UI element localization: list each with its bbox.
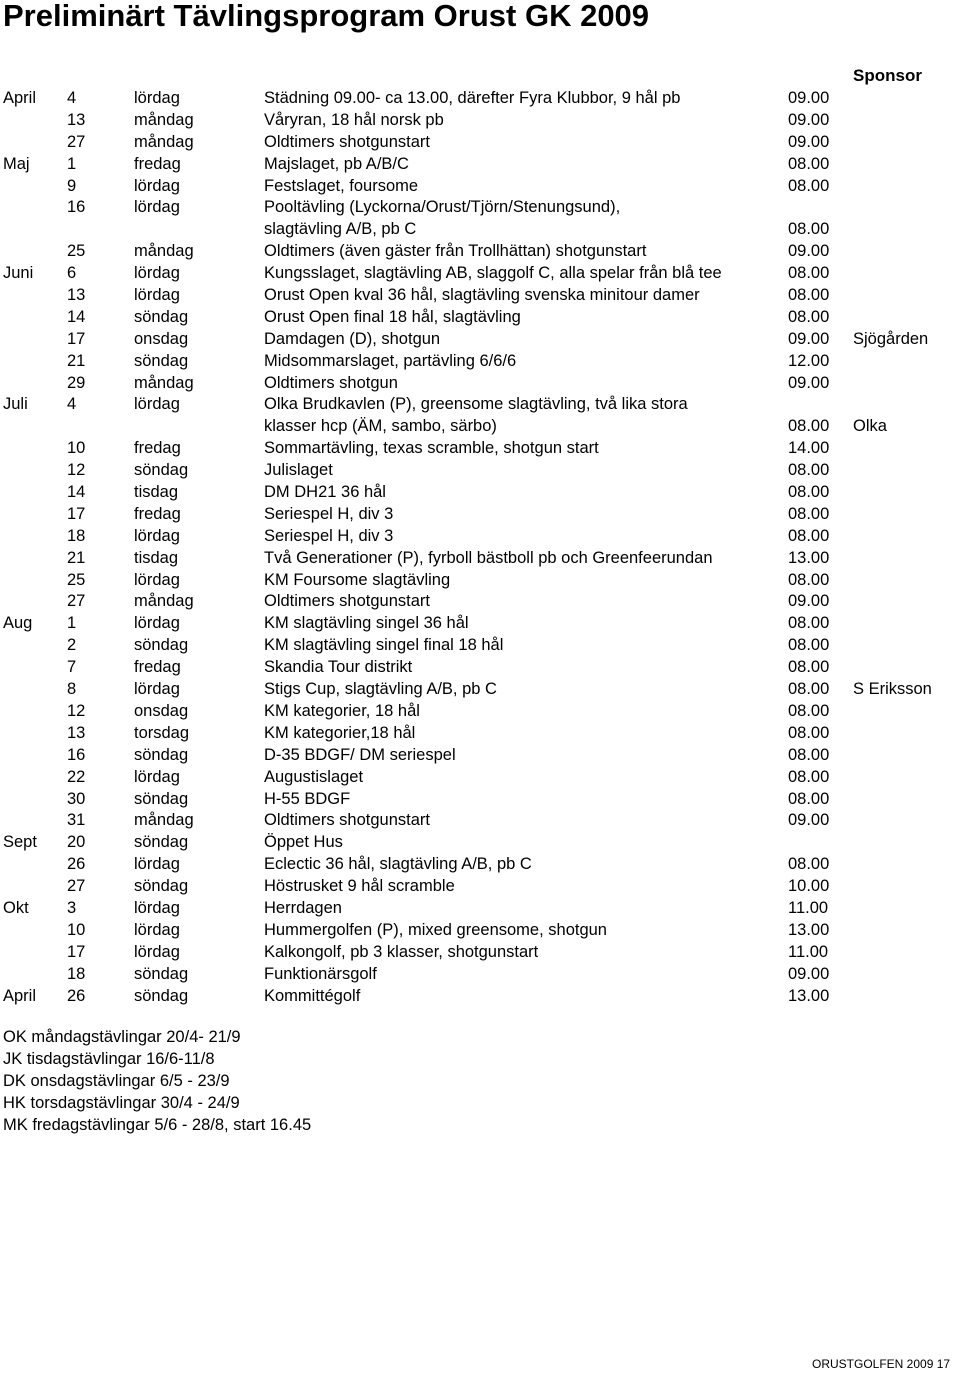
row-event: Sommartävling, texas scramble, shotgun start [264, 439, 599, 458]
row-time: 08.00 [788, 701, 830, 720]
row-event: Oldtimers shotgunstart [264, 811, 430, 830]
note-line: DK onsdagstävlingar 6/5 - 23/9 [3, 1072, 230, 1090]
row-time: 08.00 [788, 723, 830, 742]
row-sponsor: Olka [853, 417, 887, 436]
row-time: 11.00 [788, 942, 829, 961]
row-event: Herrdagen [264, 898, 342, 917]
note-line: HK torsdagstävlingar 30/4 - 24/9 [3, 1094, 240, 1112]
note-line: JK tisdagstävlingar 16/6-11/8 [3, 1050, 215, 1068]
row-weekday: söndag [134, 986, 189, 1005]
row-day: 9 [67, 176, 77, 195]
row-time: 09.00 [788, 592, 830, 611]
row-weekday: söndag [134, 636, 189, 655]
row-event: KM kategorier,18 hål [264, 723, 416, 742]
row-day: 2 [67, 636, 77, 655]
row-time: 08.00 [788, 658, 830, 677]
row-sponsor: Sjögården [853, 329, 929, 348]
row-weekday: söndag [134, 461, 189, 480]
row-weekday: lördag [134, 920, 180, 939]
table-row [0, 219, 960, 241]
row-time: 08.00 [788, 526, 830, 545]
table-row [0, 373, 960, 395]
table-row [0, 810, 960, 832]
row-weekday: lördag [134, 570, 180, 589]
row-day: 1 [67, 154, 77, 173]
row-day: 31 [67, 811, 86, 830]
row-event: Öppet Hus [264, 833, 343, 852]
row-month: Juni [3, 264, 34, 283]
row-day: 29 [67, 373, 86, 392]
row-day: 17 [67, 504, 86, 523]
table-row [0, 110, 960, 132]
table-row [0, 679, 960, 701]
table-row [0, 986, 960, 1008]
table-row [0, 548, 960, 570]
row-day: 18 [67, 526, 86, 545]
row-event: Orust Open kval 36 hål, slagtävling svenska minitour damer [264, 286, 700, 305]
row-event: KM Foursome slagtävling [264, 570, 451, 589]
row-weekday: söndag [134, 745, 189, 764]
row-event: Hummergolfen (P), mixed greensome, shotgun [264, 920, 607, 939]
row-day: 13 [67, 286, 86, 305]
row-event: klasser hcp (ÄM, sambo, särbo) [264, 417, 497, 436]
row-sponsor: S Eriksson [853, 680, 932, 699]
table-row [0, 394, 960, 416]
row-month: Sept [3, 833, 37, 852]
row-event: Pooltävling (Lyckorna/Orust/Tjörn/Stenungsund), [264, 198, 621, 217]
row-event: Eclectic 36 hål, slagtävling A/B, pb C [264, 855, 532, 874]
table-row [0, 723, 960, 745]
table-row [0, 416, 960, 438]
row-time: 13.00 [788, 920, 830, 939]
table-row [0, 920, 960, 942]
row-time: 08.00 [788, 264, 830, 283]
table-row [0, 745, 960, 767]
table-row [0, 767, 960, 789]
table-row [0, 263, 960, 285]
row-weekday: lördag [134, 898, 180, 917]
row-month: April [3, 986, 37, 1005]
row-day: 4 [67, 89, 77, 107]
table-row [0, 176, 960, 198]
row-day: 8 [67, 680, 77, 699]
table-row [0, 197, 960, 219]
row-weekday: söndag [134, 307, 189, 326]
row-time: 08.00 [788, 636, 830, 655]
row-time: 08.00 [788, 680, 830, 699]
row-weekday: lördag [134, 942, 180, 961]
row-weekday: lördag [134, 526, 180, 545]
page-title: Preliminärt Tävlingsprogram Orust GK 2009 [3, 0, 650, 33]
row-day: 6 [67, 264, 77, 283]
row-time: 09.00 [788, 811, 830, 830]
row-time: 13.00 [788, 548, 830, 567]
row-event: Oldtimers shotgunstart [264, 132, 430, 151]
row-day: 17 [67, 329, 86, 348]
row-weekday: fredag [134, 504, 181, 523]
row-event: Damdagen (D), shotgun [264, 329, 441, 348]
table-row [0, 88, 960, 110]
row-time: 12.00 [788, 351, 830, 370]
row-event: Skandia Tour distrikt [264, 658, 413, 677]
table-row [0, 285, 960, 307]
row-weekday: söndag [134, 351, 189, 370]
row-time: 08.00 [788, 570, 830, 589]
row-time: 08.00 [788, 483, 830, 502]
row-time: 14.00 [788, 439, 830, 458]
row-time: 08.00 [788, 307, 830, 326]
row-event: DM DH21 36 hål [264, 483, 386, 502]
page-footer: ORUSTGOLFEN 2009 17 [812, 1357, 951, 1371]
row-weekday: söndag [134, 964, 189, 983]
table-row [0, 329, 960, 351]
row-day: 20 [67, 833, 86, 852]
row-weekday: tisdag [134, 483, 179, 502]
notes-list [3, 1026, 311, 1136]
row-day: 13 [67, 110, 86, 129]
table-row [0, 132, 960, 154]
table-row [0, 504, 960, 526]
row-day: 26 [67, 855, 86, 874]
row-weekday: söndag [134, 789, 189, 808]
table-row [0, 154, 960, 176]
row-weekday: söndag [134, 833, 189, 852]
row-time: 08.00 [788, 855, 830, 874]
row-weekday: söndag [134, 877, 189, 896]
row-event: Julislaget [264, 461, 333, 480]
row-time: 09.00 [788, 89, 830, 107]
row-event: H-55 BDGF [264, 789, 351, 808]
note-line: OK måndagstävlingar 20/4- 21/9 [3, 1028, 241, 1046]
row-event: Kungsslaget, slagtävling AB, slaggolf C, alla spelar från blå tee [264, 264, 722, 283]
row-day: 1 [67, 614, 77, 633]
row-event: Oldtimers (även gäster från Trollhättan) shotgunstart [264, 242, 647, 261]
table-row [0, 635, 960, 657]
row-event: KM slagtävling singel 36 hål [264, 614, 469, 633]
row-time: 09.00 [788, 242, 830, 261]
row-time: 08.00 [788, 286, 830, 305]
row-time: 11.00 [788, 898, 829, 917]
row-event: D-35 BDGF/ DM seriespel [264, 745, 456, 764]
row-event: Midsommarslaget, partävling 6/6/6 [264, 351, 517, 370]
row-time: 08.00 [788, 745, 830, 764]
row-weekday: måndag [134, 592, 194, 611]
table-row [0, 657, 960, 679]
row-weekday: lördag [134, 89, 180, 107]
row-event: Oldtimers shotgun [264, 373, 398, 392]
row-event: Kommittégolf [264, 986, 361, 1005]
row-weekday: torsdag [134, 723, 190, 742]
row-event: KM slagtävling singel final 18 hål [264, 636, 504, 655]
row-time: 13.00 [788, 986, 830, 1005]
row-day: 10 [67, 920, 86, 939]
row-event: Majslaget, pb A/B/C [264, 154, 409, 173]
row-day: 30 [67, 789, 86, 808]
row-event: Oldtimers shotgunstart [264, 592, 430, 611]
row-time: 08.00 [788, 614, 830, 633]
row-weekday: fredag [134, 658, 181, 677]
row-weekday: lördag [134, 614, 180, 633]
table-row [0, 526, 960, 548]
row-event: Våryran, 18 hål norsk pb [264, 110, 444, 129]
table-row [0, 241, 960, 263]
row-day: 16 [67, 198, 86, 217]
table-row [0, 854, 960, 876]
row-event: KM kategorier, 18 hål [264, 701, 420, 720]
table-row [0, 460, 960, 482]
row-day: 16 [67, 745, 86, 764]
table-row [0, 964, 960, 986]
table-row [0, 898, 960, 920]
table-row [0, 307, 960, 329]
row-day: 27 [67, 592, 86, 611]
row-time: 09.00 [788, 110, 830, 129]
row-event: slagtävling A/B, pb C [264, 220, 417, 239]
row-day: 12 [67, 461, 86, 480]
row-event: Orust Open final 18 hål, slagtävling [264, 307, 521, 326]
row-time: 08.00 [788, 767, 830, 786]
row-day: 21 [67, 548, 86, 567]
row-day: 27 [67, 877, 86, 896]
row-weekday: lördag [134, 286, 180, 305]
table-row [0, 701, 960, 723]
table-row [0, 613, 960, 635]
row-weekday: lördag [134, 855, 180, 874]
note-line: MK fredagstävlingar 5/6 - 28/8, start 16.45 [3, 1116, 312, 1134]
row-event: Olka Brudkavlen (P), greensome slagtävling, två lika stora [264, 395, 688, 414]
row-event: Augustislaget [264, 767, 364, 786]
row-weekday: måndag [134, 132, 194, 151]
row-event: Funktionärsgolf [264, 964, 377, 983]
row-day: 10 [67, 439, 86, 458]
row-weekday: fredag [134, 439, 181, 458]
sponsor-column-header: Sponsor [853, 66, 922, 85]
row-time: 08.00 [788, 461, 830, 480]
row-weekday: måndag [134, 242, 194, 261]
row-day: 27 [67, 132, 86, 151]
row-weekday: måndag [134, 110, 194, 129]
row-day: 26 [67, 986, 86, 1005]
row-day: 18 [67, 964, 86, 983]
table-row [0, 942, 960, 964]
row-time: 08.00 [788, 504, 830, 523]
row-weekday: onsdag [134, 701, 189, 720]
table-row [0, 832, 960, 854]
row-weekday: lördag [134, 176, 180, 195]
row-event: Städning 09.00- ca 13.00, därefter Fyra Klubbor, 9 hål pb [264, 89, 681, 107]
row-day: 14 [67, 483, 86, 502]
row-weekday: lördag [134, 264, 180, 283]
row-day: 22 [67, 767, 86, 786]
row-time: 08.00 [788, 417, 830, 436]
row-weekday: fredag [134, 154, 181, 173]
row-weekday: lördag [134, 198, 180, 217]
row-weekday: onsdag [134, 329, 189, 348]
row-event: Två Generationer (P), fyrboll bästboll pb och Greenfeerundan [264, 548, 713, 567]
row-month: Okt [3, 898, 29, 917]
table-row [0, 482, 960, 504]
table-row [0, 570, 960, 592]
row-day: 14 [67, 307, 86, 326]
row-event: Seriespel H, div 3 [264, 504, 394, 523]
row-month: April [3, 89, 37, 107]
row-event: Kalkongolf, pb 3 klasser, shotgunstart [264, 942, 539, 961]
row-event: Stigs Cup, slagtävling A/B, pb C [264, 680, 497, 699]
row-event: Seriespel H, div 3 [264, 526, 394, 545]
row-weekday: lördag [134, 680, 180, 699]
row-weekday: måndag [134, 373, 194, 392]
table-row [0, 351, 960, 373]
row-month: Aug [3, 614, 33, 633]
row-day: 25 [67, 242, 86, 261]
row-time: 08.00 [788, 176, 830, 195]
row-weekday: måndag [134, 811, 194, 830]
table-row [0, 789, 960, 811]
row-weekday: tisdag [134, 548, 179, 567]
row-time: 08.00 [788, 789, 830, 808]
row-day: 7 [67, 658, 77, 677]
row-day: 12 [67, 701, 86, 720]
row-time: 09.00 [788, 964, 830, 983]
row-time: 09.00 [788, 329, 830, 348]
row-time: 08.00 [788, 154, 830, 173]
row-day: 25 [67, 570, 86, 589]
row-weekday: lördag [134, 767, 180, 786]
row-month: Juli [3, 395, 28, 414]
row-day: 13 [67, 723, 86, 742]
row-day: 21 [67, 351, 86, 370]
row-day: 3 [67, 898, 77, 917]
row-day: 4 [67, 395, 77, 414]
row-month: Maj [3, 154, 30, 173]
table-row [0, 876, 960, 898]
row-day: 17 [67, 942, 86, 961]
row-time: 09.00 [788, 373, 830, 392]
row-time: 08.00 [788, 220, 830, 239]
row-event: Höstrusket 9 hål scramble [264, 877, 455, 896]
row-weekday: lördag [134, 395, 180, 414]
table-row [0, 591, 960, 613]
row-time: 09.00 [788, 132, 830, 151]
table-row [0, 438, 960, 460]
row-event: Festslaget, foursome [264, 176, 419, 195]
row-time: 10.00 [788, 877, 830, 896]
schedule-table [0, 88, 960, 1007]
